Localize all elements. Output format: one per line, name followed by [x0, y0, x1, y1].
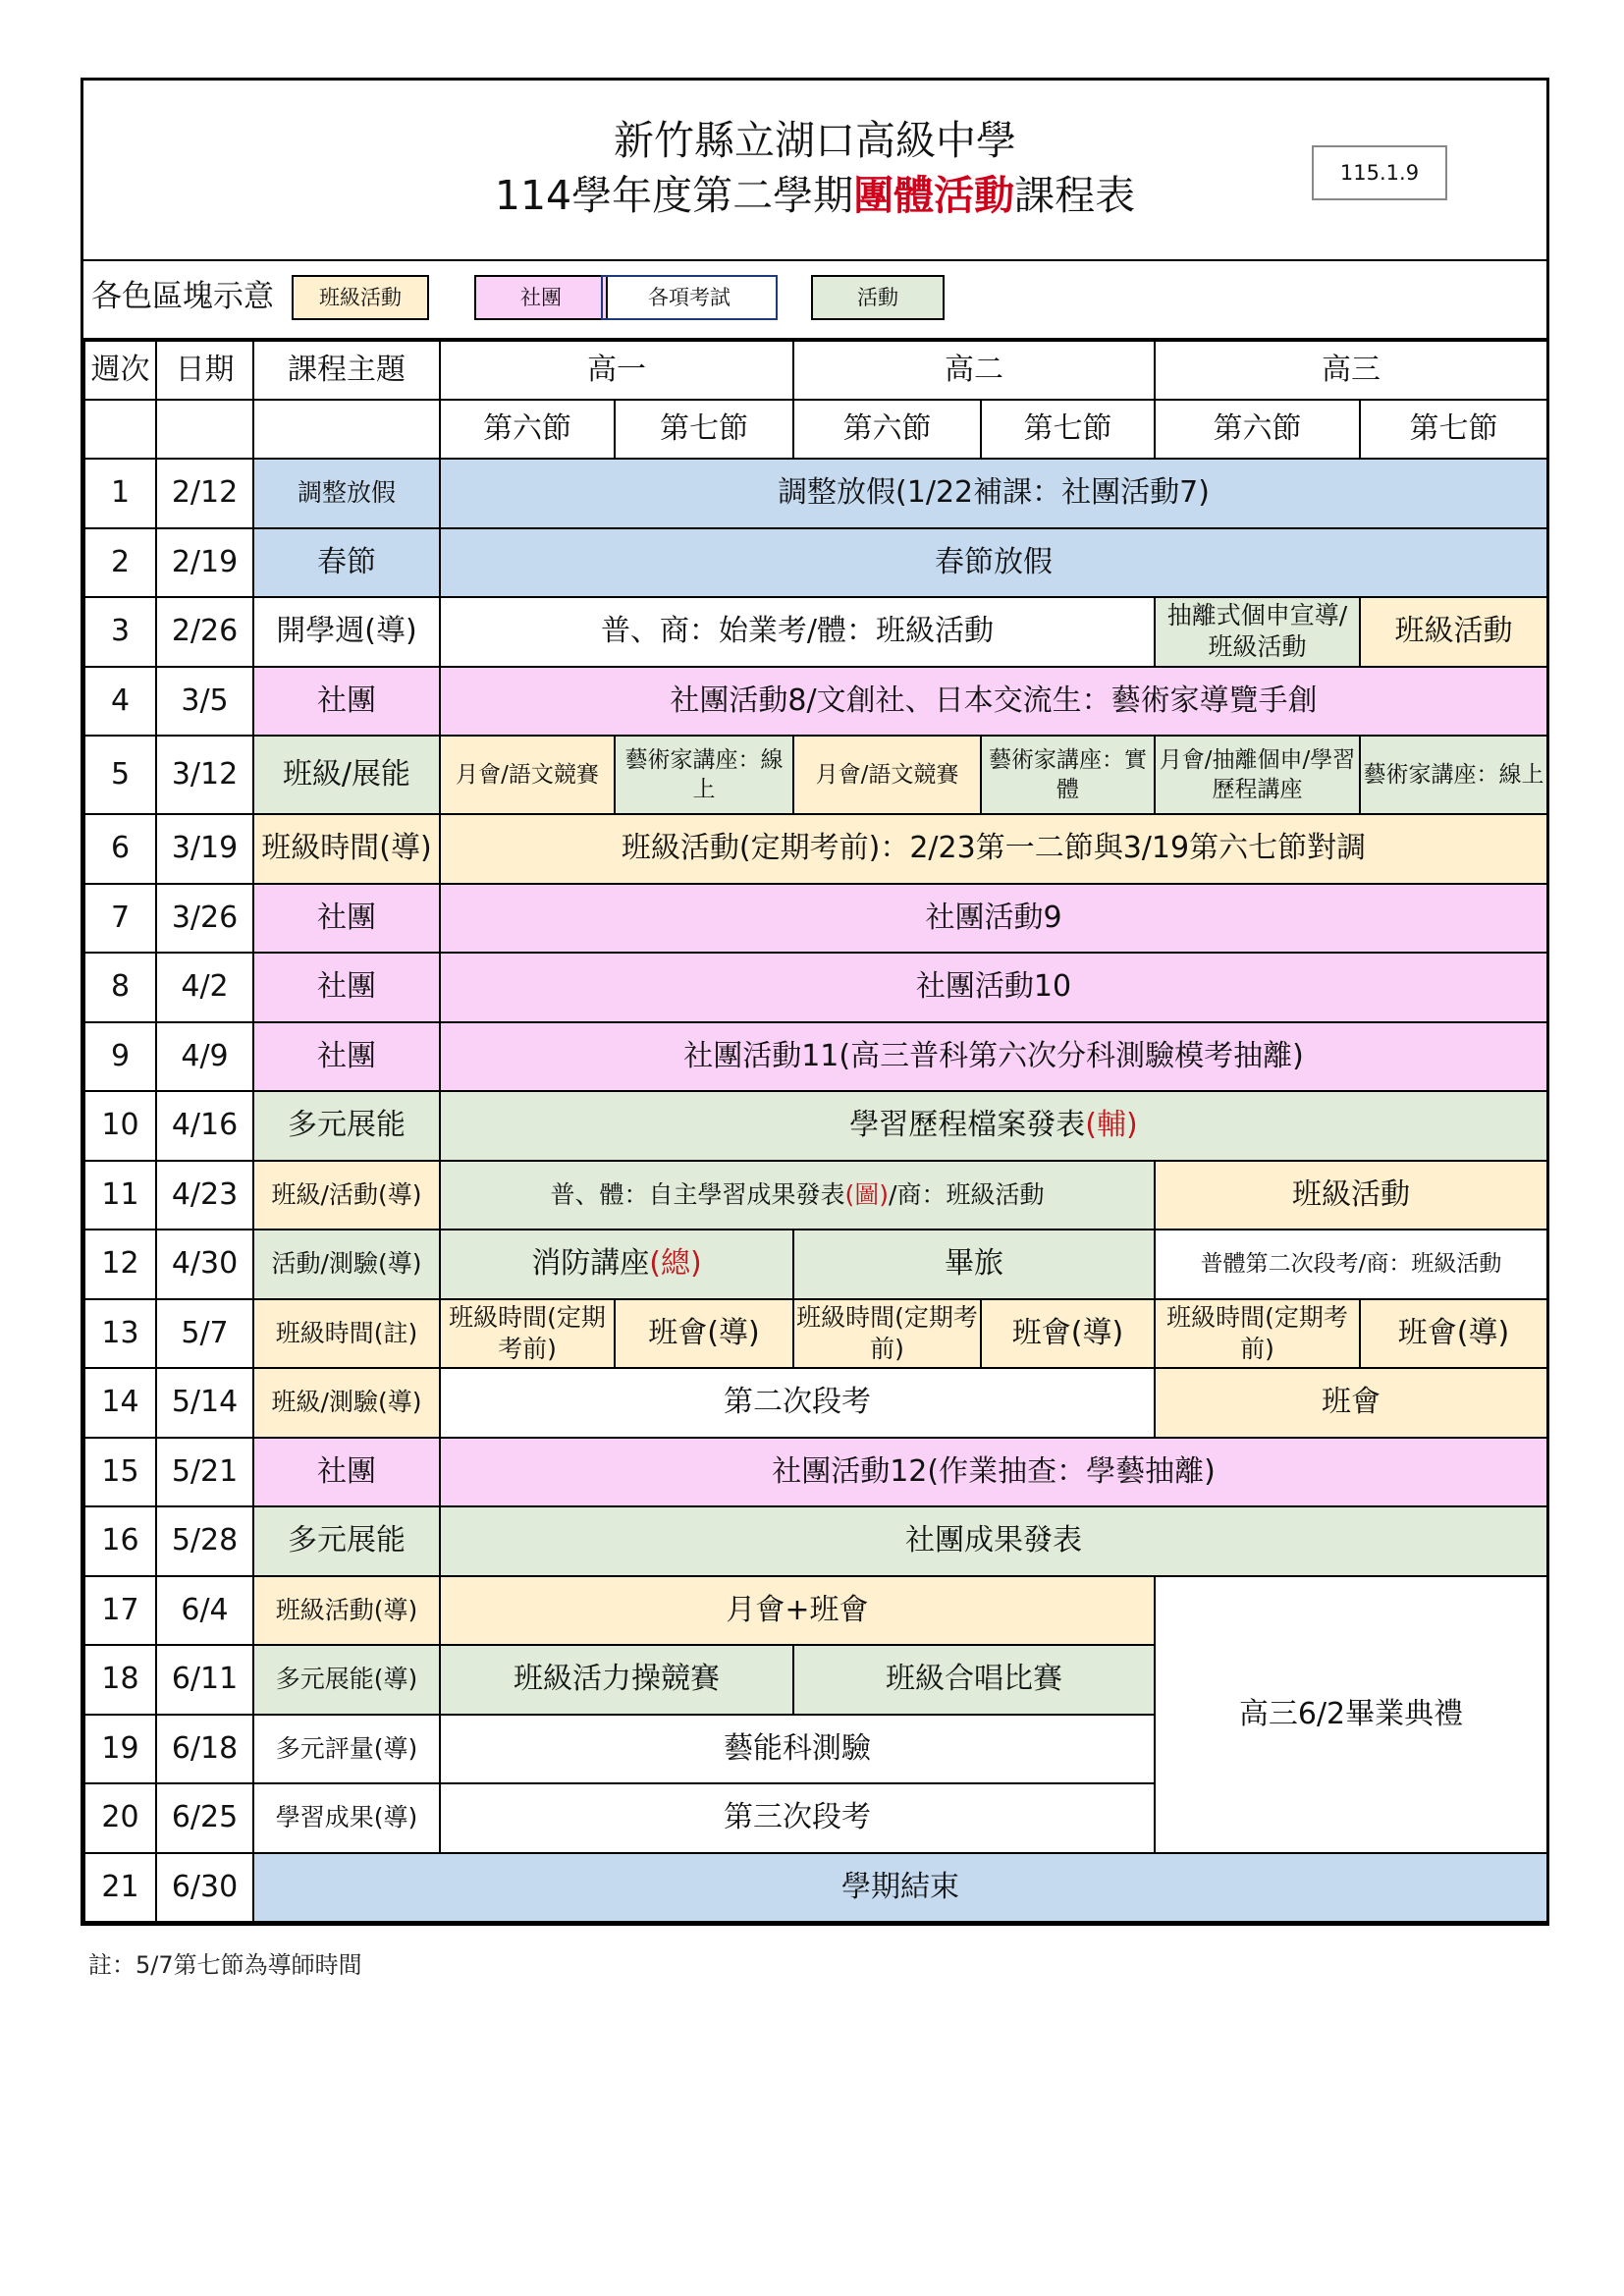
legend-exam: 各項考試 [601, 275, 778, 320]
table-row: 1 2/12 調整放假 調整放假(1/22補課：社團活動7) [84, 459, 1547, 528]
table-row: 11 4/23 班級/活動(導) 普、體：自主學習成果發表(圖)/商：班級活動 班級活動 [84, 1161, 1547, 1230]
table-row: 8 4/2 社團 社團活動10 [84, 953, 1547, 1022]
table-row: 17 6/4 班級活動(導) 月會+班會 高三6/2畢業典禮 [84, 1576, 1547, 1646]
table-row: 15 5/21 社團 社團活動12(作業抽查：學藝抽離) [84, 1438, 1547, 1507]
footnote: 註：5/7第七節為導師時間 [88, 1951, 362, 1979]
legend-club: 社團 [474, 275, 608, 320]
header-grade2: 高二 [793, 341, 1155, 400]
header-g2-p6: 第六節 [793, 400, 981, 459]
header-g1-p7: 第七節 [615, 400, 793, 459]
header-g3-p6: 第六節 [1155, 400, 1360, 459]
header-g3-p7: 第七節 [1360, 400, 1547, 459]
header-row-2 [84, 400, 1547, 459]
table-row: 6 3/19 班級時間(導) 班級活動(定期考前)：2/23第一二節與3/19第六七節對調 [84, 814, 1547, 884]
header-grade1: 高一 [440, 341, 793, 400]
legend-label: 各色區塊示意 [91, 279, 274, 314]
school-name: 新竹縣立湖口高級中學 [614, 117, 1016, 164]
graduation-cell: 高三6/2畢業典禮 [1155, 1576, 1547, 1853]
header-g2-p7: 第七節 [981, 400, 1155, 459]
table-row: 16 5/28 多元展能 社團成果發表 [84, 1506, 1547, 1576]
title-highlight: 團體活動 [853, 172, 1015, 219]
table-row: 13 5/7 班級時間(註) 班級時間(定期考前) 班會(導) 班級時間(定期考前) 班會(導) 班級時間(定期考前) 班會(導) [84, 1299, 1547, 1369]
table-row: 12 4/30 活動/測驗(導) 消防講座(總) 畢旅 普體第二次段考/商：班級活動 [84, 1230, 1547, 1299]
title-suffix: 課程表 [1014, 172, 1136, 219]
legend-event: 活動 [811, 275, 945, 320]
legend-class-activity: 班級活動 [292, 275, 429, 320]
color-legend [83, 261, 1546, 340]
table-row: 7 3/26 社團 社團活動9 [84, 884, 1547, 954]
table-row: 14 5/14 班級/測驗(導) 第二次段考 班會 [84, 1368, 1547, 1438]
version-box: 115.1.9 [1312, 145, 1447, 200]
table-row: 9 4/9 社團 社團活動11(高三普科第六次分科測驗模考抽離) [84, 1022, 1547, 1092]
table-row: 5 3/12 班級/展能 月會/語文競賽 藝術家講座：線上 月會/語文競賽 藝術家講座：實體 月會/抽離個申/學習歷程講座 藝術家講座：線上 [84, 736, 1547, 814]
header-row-1 [84, 341, 1547, 400]
table-row: 2 2/19 春節 春節放假 [84, 528, 1547, 598]
header-date: 日期 [156, 341, 253, 400]
title-box [83, 81, 1546, 261]
header-g1-p6: 第六節 [440, 400, 615, 459]
table-row: 4 3/5 社團 社團活動8/文創社、日本交流生：藝術家導覽手創 [84, 667, 1547, 737]
table-row: 3 2/26 開學週(導) 普、商：始業考/體：班級活動 抽離式個申宣導/班級活動 班級活動 [84, 597, 1547, 667]
table-row: 10 4/16 多元展能 學習歷程檔案發表(輔) [84, 1091, 1547, 1161]
header-grade3: 高三 [1155, 341, 1547, 400]
header-topic: 課程主題 [253, 341, 440, 400]
table-row: 18 6/11 多元展能(導) 班級活力操競賽 班級合唱比賽 [84, 1645, 1547, 1715]
table-row: 20 6/25 學習成果(導) 第三次段考 [84, 1783, 1547, 1853]
header-week: 週次 [84, 341, 156, 400]
title-prefix: 114學年度第二學期 [494, 172, 854, 219]
table-row: 19 6/18 多元評量(導) 藝能科測驗 [84, 1715, 1547, 1784]
schedule-table [83, 340, 1548, 1923]
table-row: 21 6/30 學期結束 [84, 1853, 1547, 1923]
schedule-document [81, 78, 1549, 1926]
